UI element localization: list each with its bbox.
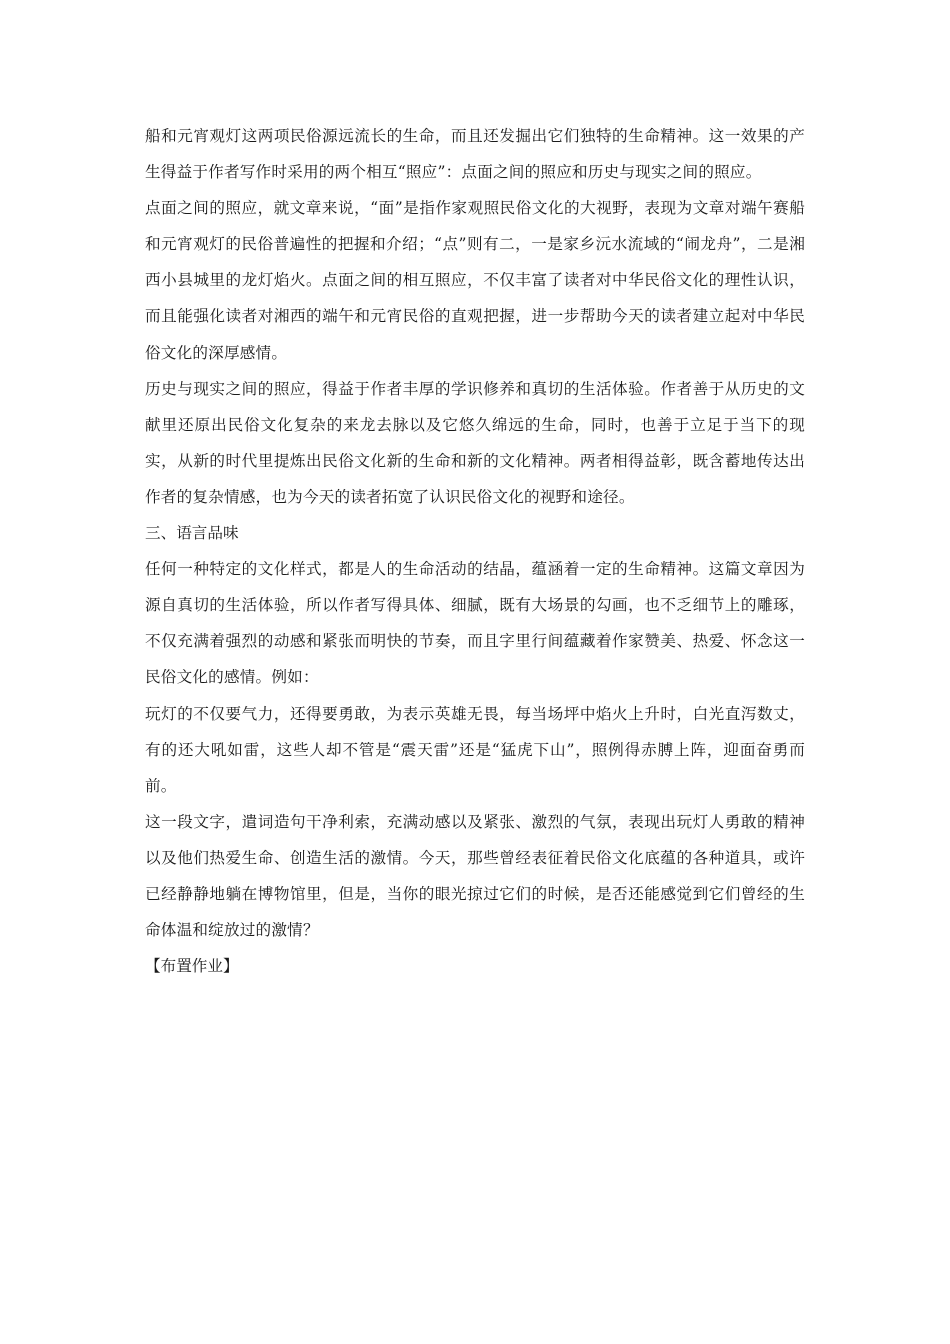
- paragraph-analysis: 这一段文字，遣词造句干净利索，充满动感以及紧张、激烈的气氛，表现出玩灯人勇敢的精神以及他们热爱生命、创造生活的激情。今天，那些曾经表征着民俗文化底蕴的各种道具，或许已经静静地躺在博物馆里，但是，当你的眼光掠过它们的时候，是否还能感觉到它们曾经的生命体温和绽放过的激情？: [145, 812, 805, 940]
- assignment-heading: 【布置作业】: [145, 957, 239, 976]
- section-heading-language: 三、语言品味: [145, 524, 239, 543]
- paragraph-point-surface-echo: 点面之间的照应，就文章来说，“面”是指作家观照民俗文化的大视野，表现为文章对端午赛船和元宵观灯的民俗普遍性的把握和介绍；“点”则有二，一是家乡沅水流域的“闹龙舟”，二是湘西小县城里的龙灯焰火。点面之间的相互照应，不仅丰富了读者对中华民俗文化的理性认识，而且能强化读者对湘西的端午和元宵民俗的直观把握，进一步帮助今天的读者建立起对中华民俗文化的深厚感情。: [145, 199, 805, 362]
- paragraph-quoted-example: 玩灯的不仅要气力，还得要勇敢，为表示英雄无畏，每当场坪中焰火上升时，白光直泻数丈，有的还大吼如雷，这些人却不管是“震天雷”还是“猛虎下山”，照例得赤膊上阵，迎面奋勇而前。: [145, 704, 805, 795]
- document-body: [145, 118, 805, 984]
- paragraph-history-reality-echo: 历史与现实之间的照应，得益于作者丰厚的学识修养和真切的生活体验。作者善于从历史的文献里还原出民俗文化复杂的来龙去脉以及它悠久绵远的生命，同时，也善于立足于当下的现实，从新的时代里提炼出民俗文化新的生命和新的文化精神。两者相得益彰，既含蓄地传达出作者的复杂情感，也为今天的读者拓宽了认识民俗文化的视野和途径。: [145, 379, 805, 506]
- paragraph-continuation: 船和元宵观灯这两项民俗源远流长的生命，而且还发掘出它们独特的生命精神。这一效果的产生得益于作者写作时采用的两个相互“照应”：点面之间的照应和历史与现实之间的照应。: [145, 127, 805, 182]
- paragraph-language-intro: 任何一种特定的文化样式，都是人的生命活动的结晶，蕴涵着一定的生命精神。这篇文章因为源自真切的生活体验，所以作者写得具体、细腻，既有大场景的勾画，也不乏细节上的雕琢，不仅充满着强烈的动感和紧张而明快的节奏，而且字里行间蕴藏着作家赞美、热爱、怀念这一民俗文化的感情。例如：: [145, 560, 805, 687]
